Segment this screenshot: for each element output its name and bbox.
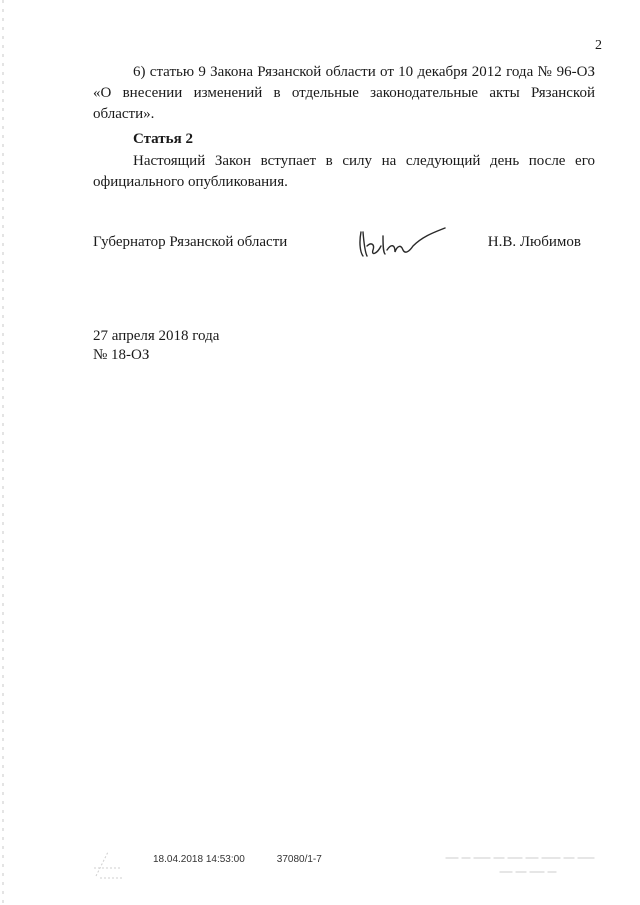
faint-stamp-watermark bbox=[440, 848, 610, 882]
article-heading: Статья 2 bbox=[133, 131, 193, 147]
law-date-block bbox=[93, 327, 219, 365]
paragraph-amendment-text: 6) статью 9 Закона Рязанской области от 10 декабря 2012 года № 96-ОЗ «О внесении изменений в отдельные законодательные акты Рязанской области». bbox=[93, 64, 595, 122]
signature-block bbox=[93, 234, 595, 274]
footer-registration-stamp bbox=[153, 854, 354, 865]
paragraph-effective-text: Настоящий Закон вступает в силу на следующий день после его официального опубликования. bbox=[93, 153, 595, 190]
faint-stamp-corner bbox=[90, 846, 130, 882]
footer-document-code: 37080/1-7 bbox=[276, 854, 322, 865]
paragraph-amendment bbox=[93, 62, 595, 125]
law-number: № 18-ОЗ bbox=[93, 347, 150, 363]
handwritten-signature bbox=[353, 222, 453, 264]
governor-title: Губернатор Рязанской области bbox=[93, 234, 288, 250]
law-date: 27 апреля 2018 года bbox=[93, 328, 220, 344]
page-number: 2 bbox=[595, 38, 602, 53]
governor-name: Н.В. Любимов bbox=[487, 234, 581, 250]
paragraph-effective bbox=[93, 151, 595, 193]
footer-timestamp: 18.04.2018 14:53:00 bbox=[153, 854, 245, 865]
scan-edge-artifact bbox=[2, 0, 4, 905]
